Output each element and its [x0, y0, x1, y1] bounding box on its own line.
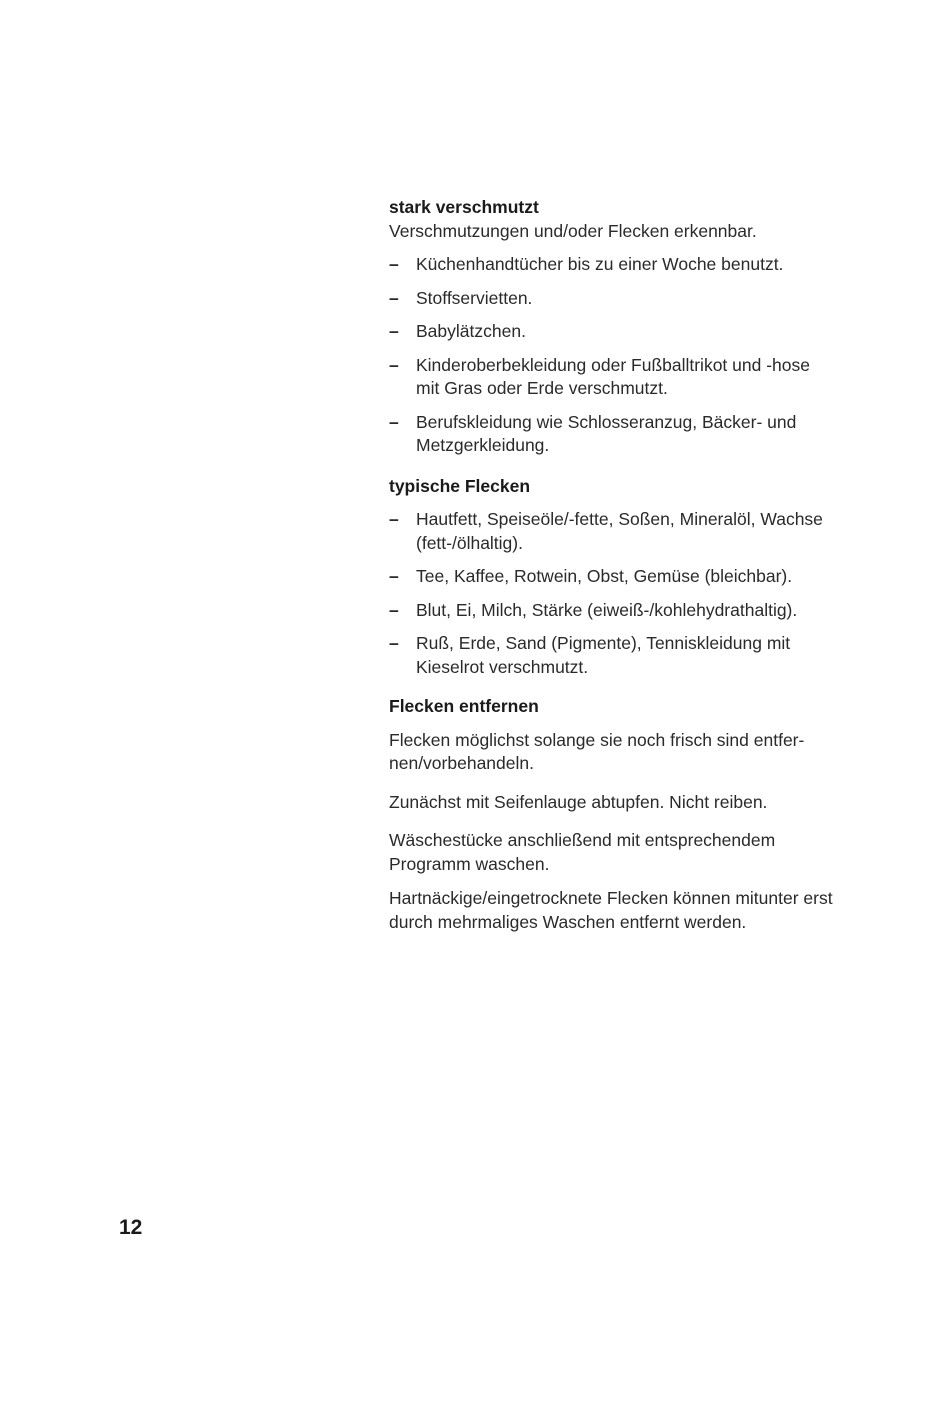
paragraph: Flecken möglichst solange sie noch frisch sind entfer-nen/vorbehandeln.: [389, 729, 805, 773]
bullet-dash: –: [389, 254, 399, 274]
list-item-text: Stoffservietten.: [416, 287, 533, 308]
list-item: [389, 320, 834, 344]
list-item-text: Kinderoberbekleidung oder Fußballtrikot und -hose mit Gras oder Erde verschmutzt.: [416, 354, 810, 398]
list-item-text: Ruß, Erde, Sand (Pigmente), Tenniskleidung mit Kieselrot verschmutzt.: [416, 633, 791, 677]
list-item-text: Hautfett, Speiseöle/-fette, Soßen, Mineralöl, Wachse (fett-/ölhaltig).: [416, 509, 823, 553]
bullet-dash: –: [389, 509, 399, 529]
soil-examples-list: [389, 253, 834, 458]
page-number: 12: [119, 1216, 143, 1239]
list-item: [389, 632, 834, 679]
bullet-dash: –: [389, 633, 399, 653]
list-item: [389, 253, 834, 277]
bullet-dash: –: [389, 287, 399, 308]
bullet-dash: –: [389, 354, 399, 375]
section-heading-typische-flecken: typische Flecken: [389, 475, 531, 496]
list-item: [389, 565, 834, 589]
stain-types-list: [389, 508, 834, 679]
content-column: [389, 196, 834, 934]
paragraph: Wäschestücke anschließend mit entsprechendem Programm waschen.: [389, 830, 776, 874]
list-item: [389, 599, 834, 623]
list-item-text: Babylätzchen.: [416, 321, 526, 341]
bullet-dash: –: [389, 566, 399, 586]
list-item: [389, 508, 834, 555]
section-heading-stark-verschmutzt: stark verschmutzt: [389, 197, 539, 217]
list-item-text: Küchenhandtücher bis zu einer Woche benutzt.: [416, 254, 784, 274]
bullet-dash: –: [389, 411, 399, 432]
list-item-text: Blut, Ei, Milch, Stärke (eiweiß-/kohlehydrathaltig).: [416, 599, 798, 620]
list-item: [389, 411, 834, 458]
list-item-text: Tee, Kaffee, Rotwein, Obst, Gemüse (bleichbar).: [416, 566, 793, 586]
list-item: [389, 354, 834, 401]
bullet-dash: –: [389, 321, 399, 341]
list-item-text: Berufskleidung wie Schlosseranzug, Bäcker- und Metzgerkleidung.: [416, 411, 797, 455]
section-intro: Verschmutzungen und/oder Flecken erkennbar.: [389, 220, 757, 241]
section-heading-flecken-entfernen: Flecken entfernen: [389, 696, 539, 716]
list-item: [389, 287, 834, 311]
paragraph: Hartnäckige/eingetrocknete Flecken können mitunter erst durch mehrmaliges Waschen entfernt werden.: [389, 888, 833, 932]
bullet-dash: –: [389, 599, 399, 620]
paragraph: Zunächst mit Seifenlauge abtupfen. Nicht reiben.: [389, 791, 768, 812]
